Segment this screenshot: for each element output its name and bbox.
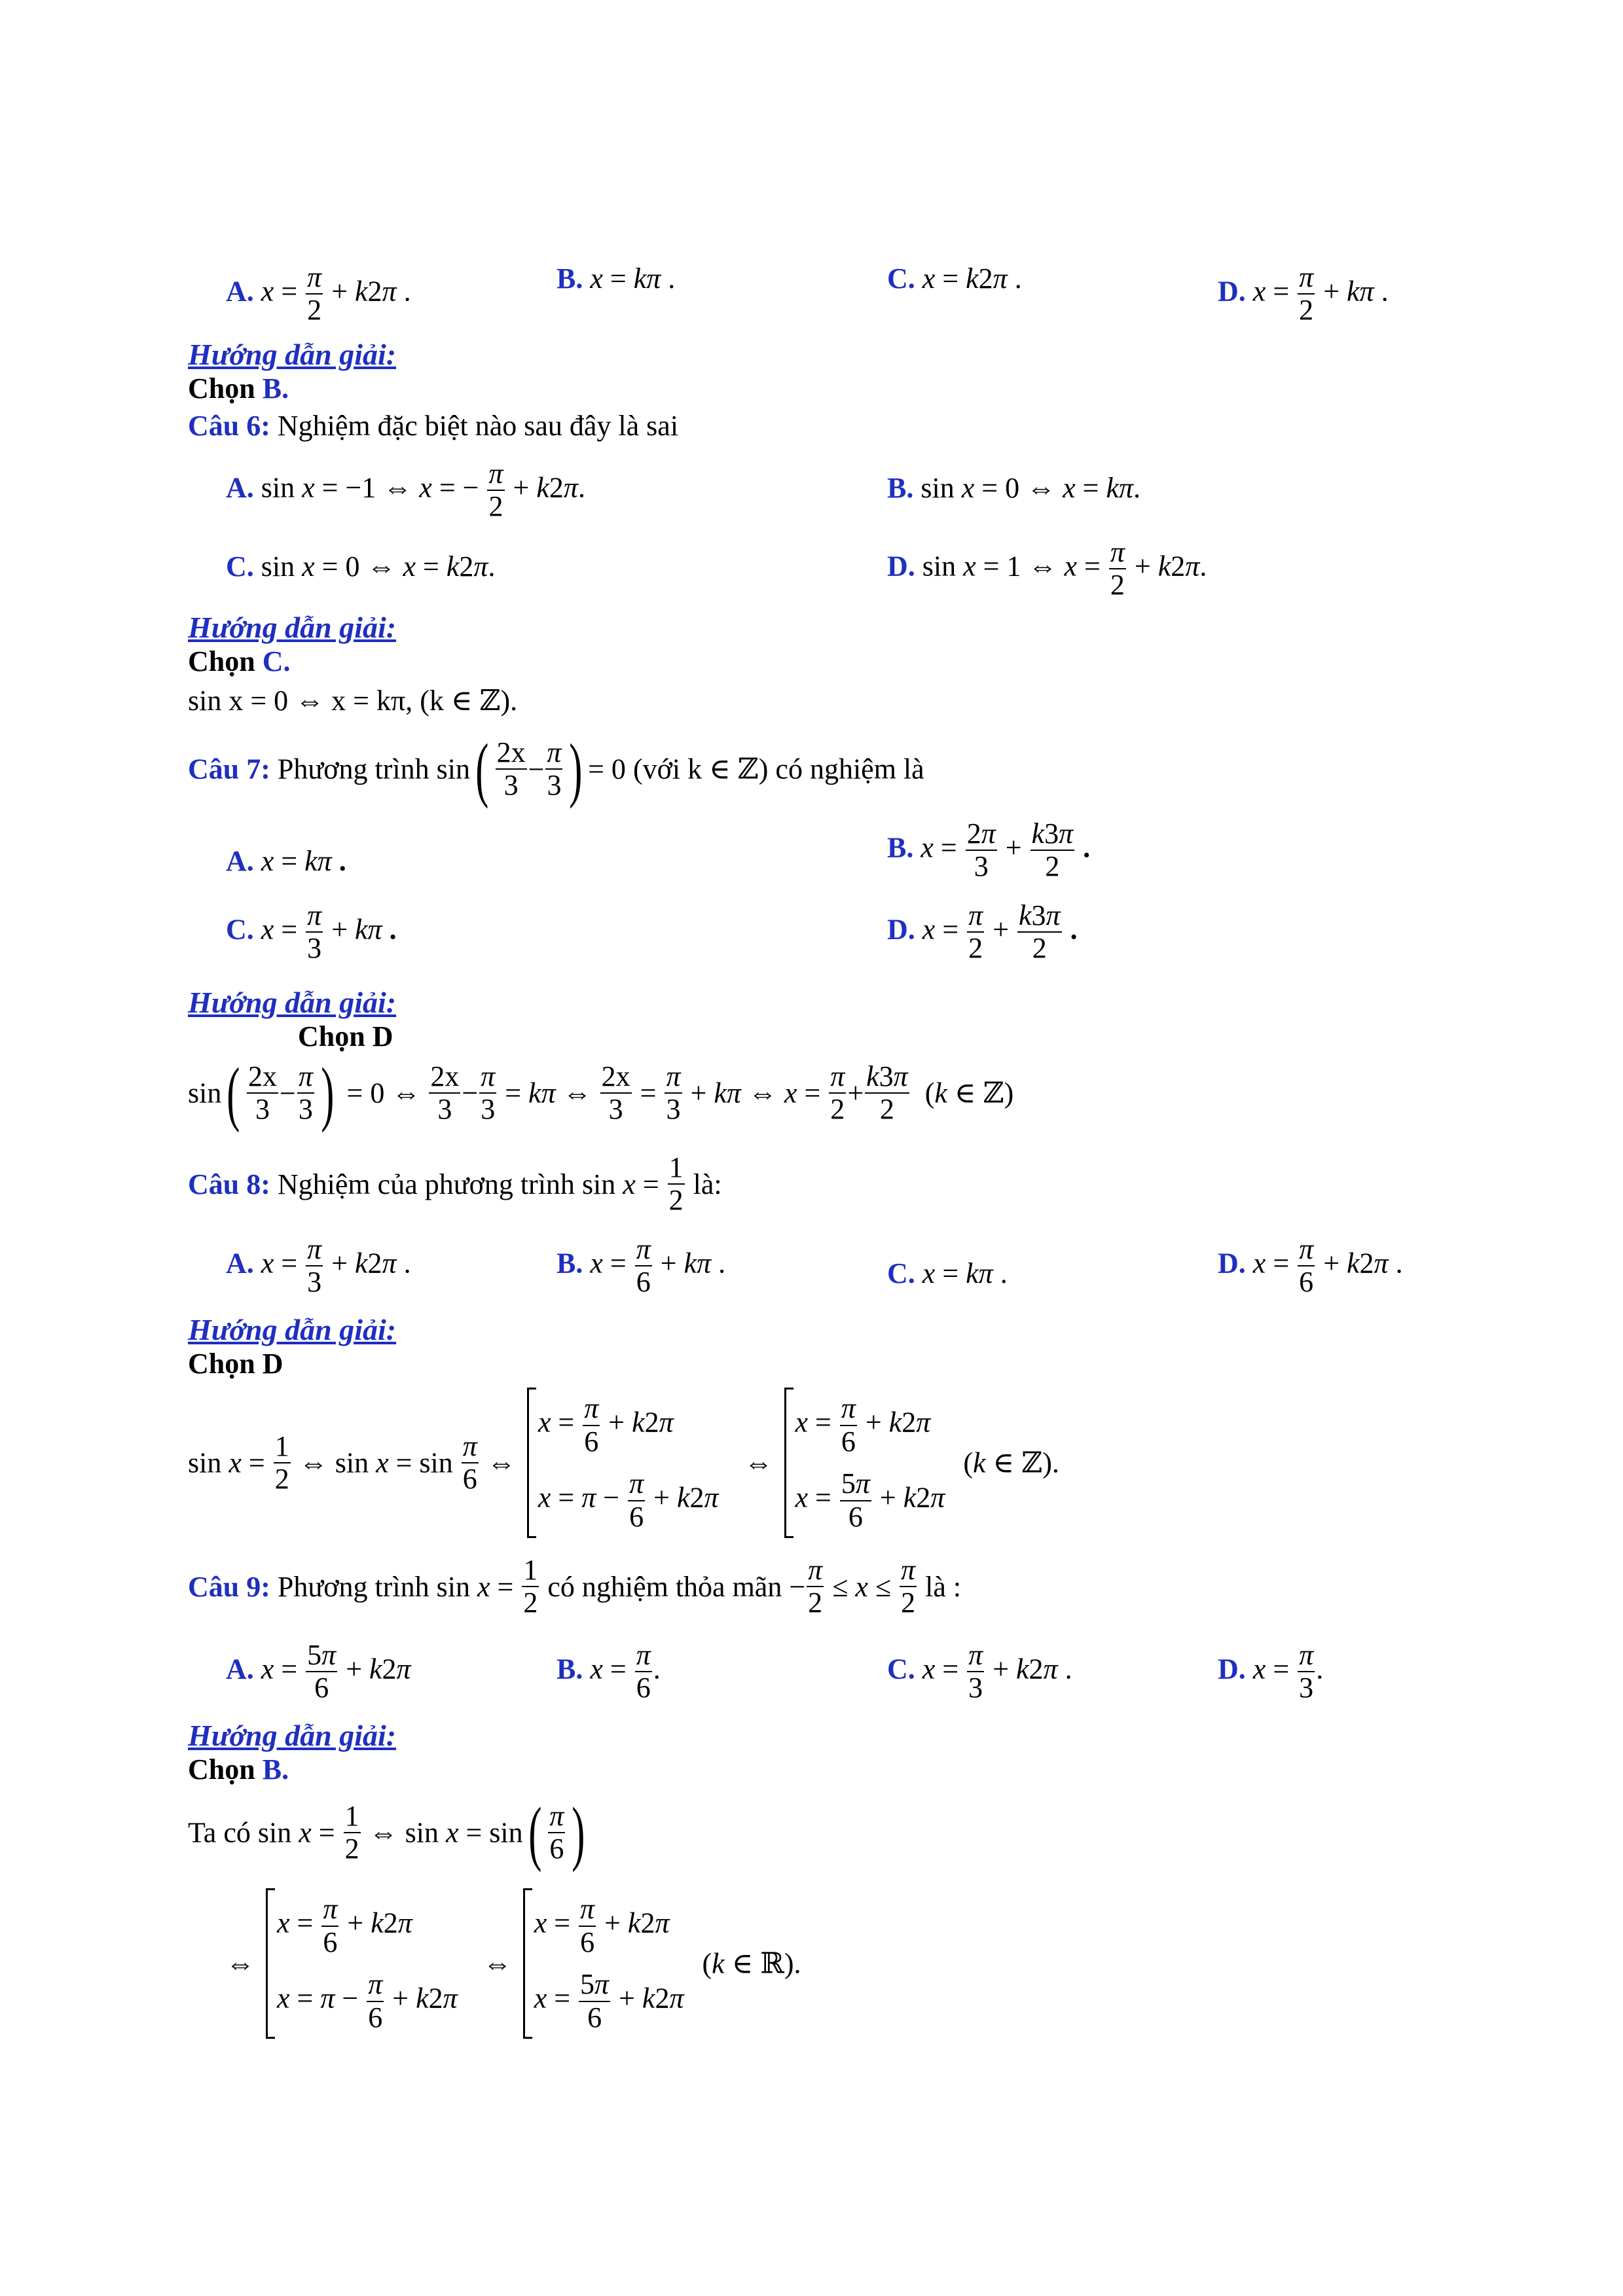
q8-guide: Hướng dẫn giải: [188, 1313, 397, 1346]
q6-solution: sin x = 0 ⇔ x = kπ, (k ∈ ℤ). [188, 685, 518, 717]
q6-question: Câu 6: Nghiệm đặc biệt nào sau đây là sai [188, 410, 679, 442]
q5-option-a: A. x = $\frac{\pi}{2}$ + k2π . [226, 261, 411, 327]
q5-answer: Chọn B. [188, 372, 289, 404]
q7-option-d: D. x = $\frac{\pi}{2}$ + $\frac{k3\pi}{2}$ . [887, 899, 1078, 965]
q9-solution-line1: Ta có sin x = $\frac{1}{2}$ ⇔ sin x = sin ( π 6 ) [188, 1793, 585, 1873]
q5-option-d: D. x = $\frac{\pi}{2}$ + kπ . [1218, 261, 1389, 327]
q6-option-d: D. sin x = 1 ⇔ x = $\frac{\pi}{2}$ + k2π. [887, 536, 1207, 601]
q8-question: Câu 8: Nghiệm của phương trình sin x = $\frac{1}{2}$ là: [188, 1151, 722, 1217]
q9-guide: Hướng dẫn giải: [188, 1719, 397, 1752]
q5-option-c: C. x = k2π . [887, 262, 1022, 295]
q9-solution-line2: ⇔ x = $\frac{\pi}{6}$ + k2π x = π − $\frac{\pi}{6}$ + k2π ⇔ x = $\frac{\pi}{6}$ + k2π x = $\frac{5\pi}{6}$ + k2π (k ∈ ℝ). [226, 1888, 1623, 2039]
q5-option-b: B. x = kπ . [556, 262, 676, 295]
q7-guide: Hướng dẫn giải: [188, 986, 397, 1019]
q7-question: Câu 7: Phương trình sin ( 2x 3 − π 3 ) = 0 (với k ∈ ℤ) có nghiệm là [188, 729, 924, 809]
q8-answer: Chọn D [188, 1348, 283, 1380]
q8-option-b: B. x = $\frac{\pi}{6}$ + kπ . [556, 1233, 726, 1299]
q9-option-c: C. x = $\frac{\pi}{3}$ + k2π . [887, 1639, 1072, 1704]
q5-guide: Hướng dẫn giải: [188, 338, 397, 371]
q9-question: Câu 9: Phương trình sin x = $\frac{1}{2}$ có nghiệm thỏa mãn − $\frac{\pi}{2}$ ≤ x ≤ $\frac{\pi}{2}$ là : [188, 1554, 962, 1619]
q7-option-c: C. x = $\frac{\pi}{3}$ + kπ . [226, 899, 397, 965]
q6-guide: Hướng dẫn giải: [188, 611, 397, 644]
q8-option-d: D. x = $\frac{\pi}{6}$ + k2π . [1218, 1233, 1403, 1299]
q6-answer: Chọn C. [188, 645, 291, 677]
q9-answer: Chọn B. [188, 1753, 289, 1785]
q6-option-b: B. sin x = 0 ⇔ x = kπ. [887, 472, 1141, 504]
q7-option-a: A. x = kπ . [226, 845, 346, 877]
q8-option-a: A. x = $\frac{\pi}{3}$ + k2π . [226, 1233, 411, 1299]
q7-answer: Chọn D [298, 1020, 393, 1052]
q9-option-b: B. x = $\frac{\pi}{6}$ . [556, 1639, 661, 1704]
q7-option-b: B. x = $\frac{2\pi}{3}$ + $\frac{k3\pi}{2}$ . [887, 817, 1091, 883]
q6-option-a: A. sin x = −1 ⇔ x = − $\frac{\pi}{2}$ + k2π. [226, 457, 585, 523]
q9-option-a: A. x = $\frac{5\pi}{6}$ + k2π [226, 1639, 411, 1704]
q6-option-c: C. sin x = 0 ⇔ x = k2π. [226, 550, 496, 583]
q7-solution: sin ( 2x 3 − π 3 ) = 0 ⇔ $\frac{2x}{3}$ − $\frac{\pi}{3}$ = kπ ⇔ $\frac{2x}{3}$ = $\frac{\pi}{3}$ + kπ ⇔ x = $\frac{\pi}{2}$ + $\frac{k3\pi}{2}$ (k ∈ ℤ) [188, 1053, 1014, 1133]
q8-option-c: C. x = kπ . [887, 1257, 1008, 1289]
q9-option-d: D. x = $\frac{\pi}{3}$ . [1218, 1639, 1324, 1704]
q8-solution: sin x = $\frac{1}{2}$ ⇔ sin x = sin $\frac{\pi}{6}$ ⇔ x = $\frac{\pi}{6}$ + k2π x = π − $\frac{\pi}{6}$ + k2π ⇔ x = $\frac{\pi}{6}$ + k2π x = $\frac{5\pi}{6}$ + k2π (k ∈ ℤ). [188, 1388, 1623, 1538]
